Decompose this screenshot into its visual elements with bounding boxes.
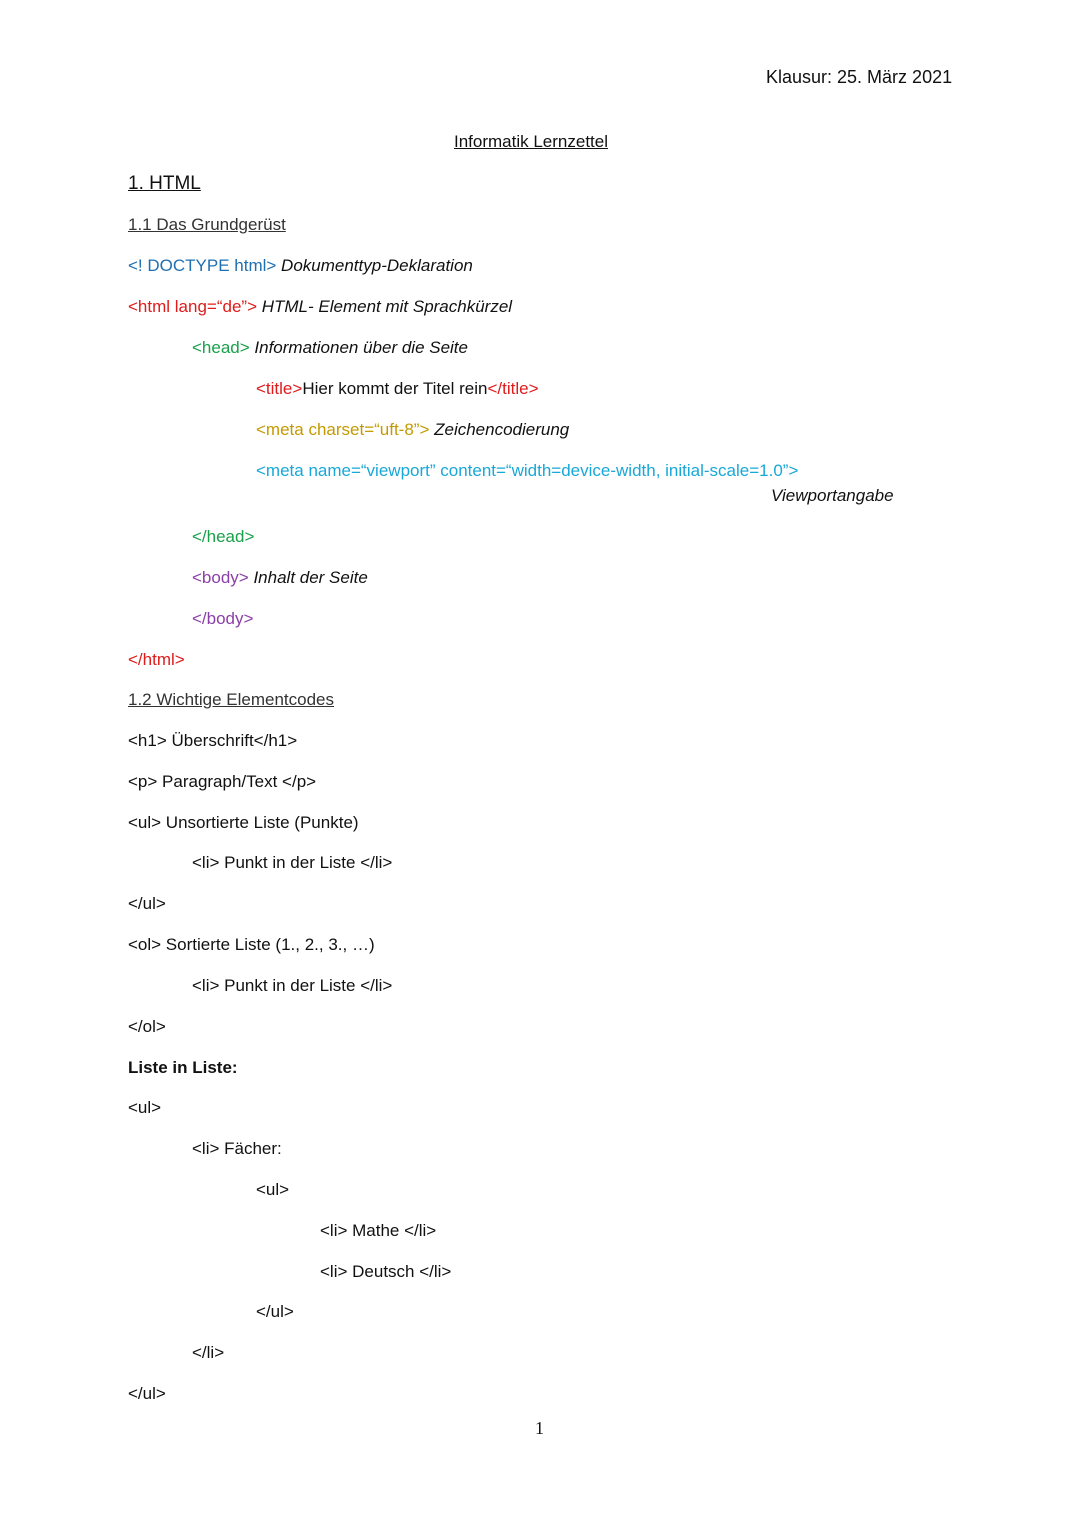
- skeleton-meta-viewport-line: [256, 460, 798, 482]
- code-doctype: <! DOCTYPE html>: [128, 256, 277, 275]
- code-meta-viewport: <meta name=“viewport” content=“width=device-width, initial-scale=1.0”>: [256, 461, 799, 480]
- code-body-open: <body>: [192, 568, 249, 587]
- desc-viewport: Viewportangabe: [771, 486, 894, 505]
- title-content: Hier kommt der Titel rein: [302, 379, 488, 398]
- code-head-open: <head>: [192, 338, 250, 357]
- skeleton-body-close-line: [192, 608, 253, 630]
- nested-code-line: <ul>: [256, 1180, 290, 1199]
- code-html-close: </html>: [128, 650, 185, 669]
- document-title: Informatik Lernzettel: [454, 132, 609, 151]
- element-code-line: <p> Paragraph/Text </p>: [128, 772, 317, 791]
- code-body-close: </body>: [192, 609, 254, 628]
- element-code-line: <li> Punkt in der Liste </li>: [192, 976, 393, 995]
- nested-code-line: <ul>: [128, 1098, 162, 1117]
- element-code-line: <ul> Unsortierte Liste (Punkte): [128, 813, 359, 832]
- skeleton-head-line: [192, 337, 468, 359]
- skeleton-meta-charset-line: [256, 419, 569, 441]
- desc-charset: Zeichencodierung: [429, 420, 570, 439]
- element-code-line: <h1> Überschrift</h1>: [128, 731, 298, 750]
- code-title-close: </title>: [487, 379, 539, 398]
- element-code-line: </ol>: [128, 1017, 166, 1036]
- section-heading-html: 1. HTML: [128, 173, 201, 194]
- skeleton-doctype-line: [128, 255, 473, 277]
- nested-list-heading: Liste in Liste:: [128, 1058, 238, 1077]
- desc-body: Inhalt der Seite: [248, 568, 368, 587]
- code-title-open: <title>: [256, 379, 303, 398]
- skeleton-head-close-line: [192, 526, 254, 548]
- code-head-close: </head>: [192, 527, 255, 546]
- skeleton-body-line: [192, 567, 368, 589]
- exam-date-header: Klausur: 25. März 2021: [766, 67, 953, 87]
- subsection-heading-grundgeruest: 1.1 Das Grundgerüst: [128, 215, 286, 234]
- element-code-line: </ul>: [128, 894, 166, 913]
- element-code-line: <ol> Sortierte Liste (1., 2., 3., …): [128, 935, 375, 954]
- code-meta-charset: <meta charset=“uft-8”>: [256, 420, 430, 439]
- skeleton-html-close-line: [128, 649, 185, 671]
- nested-code-line: </li>: [192, 1343, 225, 1362]
- subsection-heading-elementcodes: 1.2 Wichtige Elementcodes: [128, 690, 334, 709]
- skeleton-html-line: [128, 296, 512, 318]
- element-code-line: <li> Punkt in der Liste </li>: [192, 853, 393, 872]
- nested-code-line: <li> Deutsch </li>: [320, 1262, 452, 1281]
- nested-code-line: <li> Mathe </li>: [320, 1221, 437, 1240]
- skeleton-title-line: [256, 378, 539, 400]
- page-number: 1: [535, 1418, 544, 1438]
- nested-code-line: </ul>: [128, 1384, 166, 1403]
- nested-code-line: </ul>: [256, 1302, 294, 1321]
- desc-html: HTML- Element mit Sprachkürzel: [257, 297, 513, 316]
- code-html-open: <html lang=“de”>: [128, 297, 257, 316]
- desc-head: Informationen über die Seite: [249, 338, 468, 357]
- desc-doctype: Dokumenttyp-Deklaration: [276, 256, 473, 275]
- nested-code-line: <li> Fächer:: [192, 1139, 282, 1158]
